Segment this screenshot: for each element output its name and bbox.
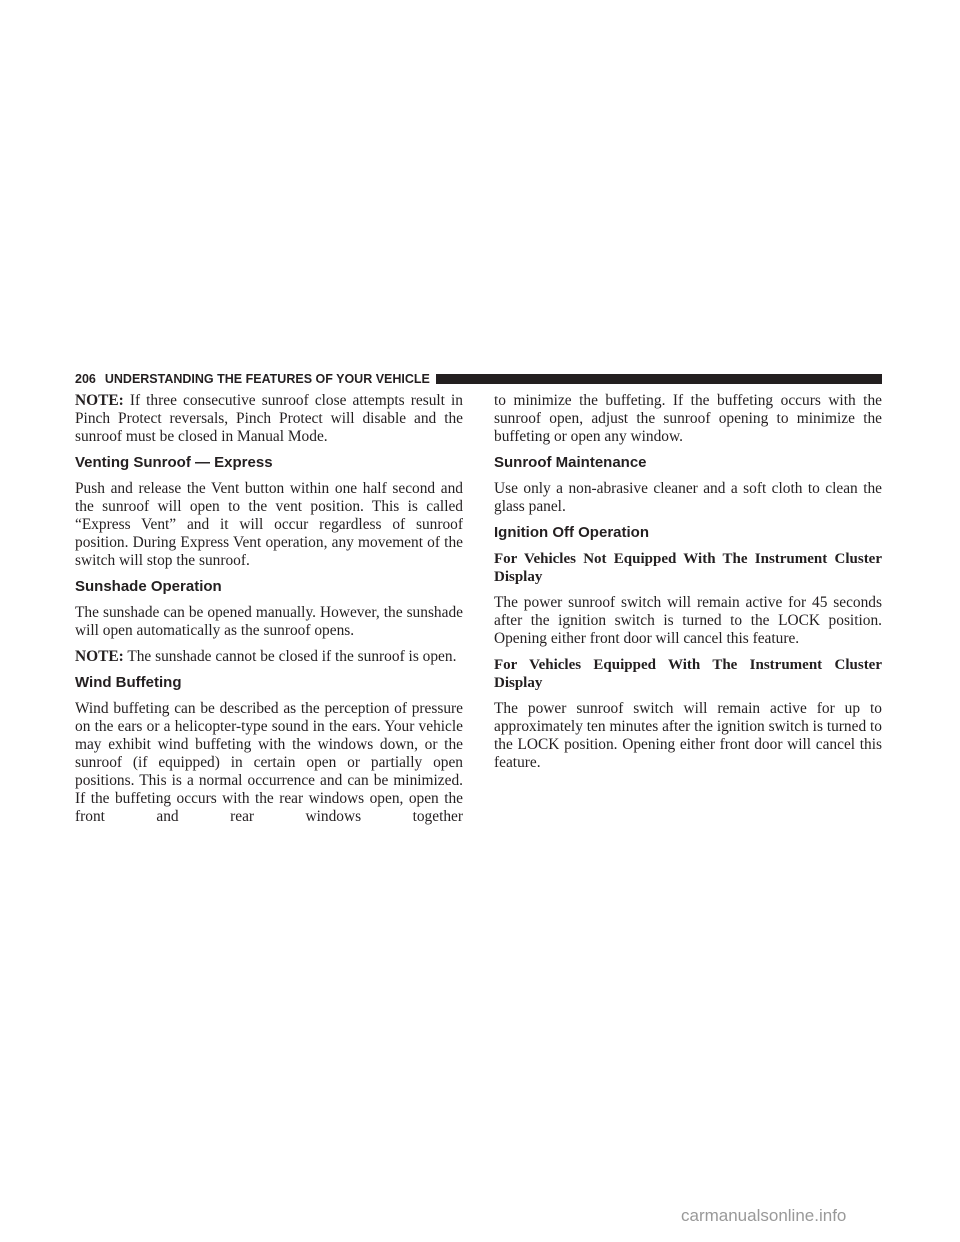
page-number: 206 — [75, 372, 96, 386]
note-pinch-protect — [75, 392, 463, 446]
subheading-equipped: For Vehicles Equipped With The Instrument Cluster Display — [494, 657, 882, 691]
page-header — [75, 371, 882, 387]
paragraph-venting: Push and release the Vent button within one half second and the sunroof will open to the vent position. This is called “Express Vent” and it will occur regardless of sunroof position. During Express Vent operation, any movement of the switch will stop the sunroof. — [75, 480, 463, 569]
heading-venting-sunroof: Venting Sunroof — Express — [75, 454, 273, 471]
right-column — [494, 392, 882, 780]
note-text: If three consecutive sunroof close attempts result in Pinch Protect reversals, Pinch Protect will disable and the sunroof must be closed in Manual Mode. — [75, 392, 463, 445]
paragraph-maintenance: Use only a non-abrasive cleaner and a soft cloth to clean the glass panel. — [494, 480, 882, 515]
heading-ignition-off: Ignition Off Operation — [494, 524, 649, 541]
note-text: The sunshade cannot be closed if the sunroof is open. — [123, 648, 457, 665]
heading-sunshade: Sunshade Operation — [75, 578, 222, 595]
heading-sunroof-maintenance: Sunroof Maintenance — [494, 454, 647, 471]
watermark: carmanualsonline.info — [681, 1206, 847, 1225]
subheading-not-equipped: For Vehicles Not Equipped With The Instrument Cluster Display — [494, 551, 882, 585]
paragraph-not-equipped: The power sunroof switch will remain active for 45 seconds after the ignition switch is turned to the LOCK position. Opening either front door will cancel this feature. — [494, 594, 882, 647]
header-rule — [436, 374, 882, 384]
paragraph-wind-buffeting-continued: to minimize the buffeting. If the buffeting occurs with the sunroof open, adjust the sunroof opening to minimize the buffeting or open any window. — [494, 392, 882, 445]
paragraph-sunshade: The sunshade can be opened manually. However, the sunshade will open automatically as the sunroof opens. — [75, 604, 463, 639]
section-title: UNDERSTANDING THE FEATURES OF YOUR VEHICLE — [104, 372, 430, 386]
left-column — [75, 392, 463, 834]
paragraph-equipped: The power sunroof switch will remain active for up to approximately ten minutes after the ignition switch is turned to the LOCK position. Opening either front door will cancel this feature. — [494, 700, 882, 771]
heading-wind-buffeting: Wind Buffeting — [75, 674, 182, 691]
note-label: NOTE: — [75, 648, 124, 665]
note-label: NOTE: — [75, 392, 124, 409]
note-sunshade — [75, 648, 463, 666]
paragraph-wind-buffeting: Wind buffeting can be described as the perception of pressure on the ears or a helicopter-type sound in the ears. Your vehicle may exhibit wind buffeting with the windows down, or the sunroof (if equipped) in certain open or partially open positions. This is a normal occurrence and can be minimized. If the buffeting occurs with the rear windows open, open the front and rear windows together — [75, 700, 463, 825]
